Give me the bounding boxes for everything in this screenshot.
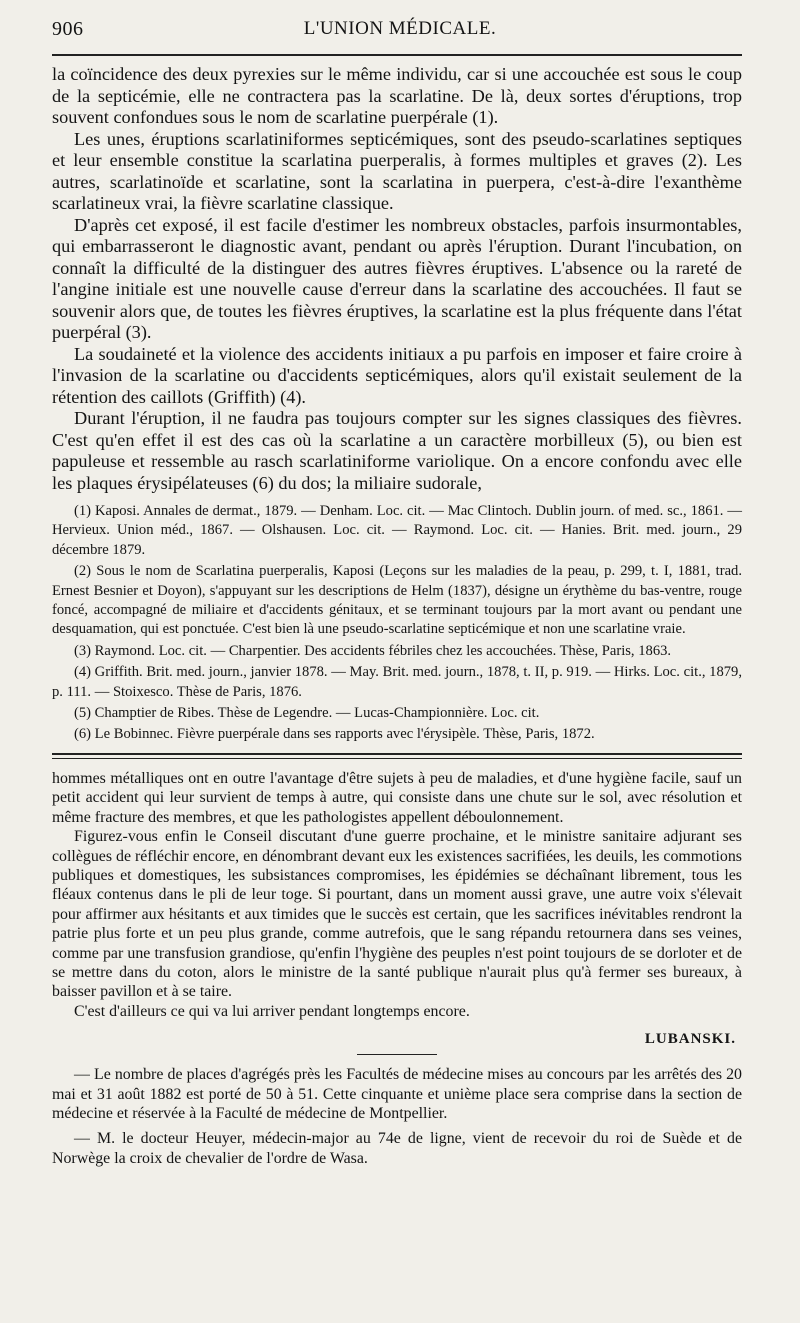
paragraph: Durant l'éruption, il ne faudra pas toujours compter sur les signes classiques des fièvres. C'est qu'en effet il est des cas où la scarlatine a un caractère morbilleux (5), ou bien est papuleuse et ressemble au rasch scarlatiniforme variolique. On a encore confondu avec elle les plaques érysipélateuses (6) du dos; la miliaire sudorale,: [52, 408, 742, 493]
footnote-4: (4) Griffith. Brit. med. journ., janvier 1878. — May. Brit. med. journ., 1878, t. II, p. 919. — Hirks. Loc. cit., 1879, p. 111. — Stoixesco. Thèse de Paris, 1876.: [52, 664, 742, 700]
paragraph: la coïncidence des deux pyrexies sur le même individu, car si une accouchée est sous le coup de la septicémie, elle ne contractera pas la scarlatine. De là, deux sortes d'éruptions, trop souvent confondues sous le nom de scarlatine puerpérale (1).: [52, 64, 742, 127]
paragraph: C'est d'ailleurs ce qui va lui arriver pendant longtemps encore.: [74, 1002, 470, 1020]
footnote-3: (3) Raymond. Loc. cit. — Charpentier. Des accidents fébriles chez les accouchées. Thèse, Paris, 1863.: [74, 642, 672, 659]
paragraph: hommes métalliques ont en outre l'avantage d'être sujets à peu de maladies, et d'une hygiène facile, sauf un petit accident qui leur survient de temps à autre, qui consiste dans une chute sur le sol, avec résolution et même fracture des membres, et que les pathologistes appellent déboulonnement.: [52, 769, 742, 826]
author-signature: LUBANSKI.: [644, 1031, 736, 1048]
short-divider: [357, 1054, 437, 1055]
news-item: — Le nombre de places d'agrégés près les Facultés de médecine mises au concours par les arrêtés des 20 mai et 31 août 1882 est porté de 50 à 51. Cette cinquante et unième place sera comprise dans la section de médecine et réservée à la Faculté de médecine de Montpellier.: [52, 1066, 742, 1122]
page-number: 906: [52, 18, 84, 40]
footnote-5: (5) Champtier de Ribes. Thèse de Legendre. — Lucas-Championnière. Loc. cit.: [74, 705, 540, 722]
footnotes: [52, 502, 742, 745]
paragraph: La soudaineté et la violence des accidents initiaux a pu parfois en imposer et faire croire à l'invasion de la scarlatine ou d'accidents septicémiques, alors qu'il existait seulement de la rétention des caillots (Griffith) (4).: [52, 343, 742, 407]
footnote-6: (6) Le Bobinnec. Fièvre puerpérale dans ses rapports avec l'érysipèle. Thèse, Paris, 1872.: [74, 726, 595, 743]
paragraph: D'après cet exposé, il est facile d'estimer les nombreux obstacles, parfois insurmontables, qui embarrasseront le diagnostic avant, pendant ou après l'éruption. Durant l'incubation, on connaît la difficulté de la distinguer des autres fièvres éruptives. L'absence ou la rareté de l'angine initiale est une nouvelle cause d'erreur dans la scarlatine des accouchées. Il faut se souvenir alors que, de toutes les fièvres éruptives, la scarlatine est la plus fréquente dans l'état puerpéral (3).: [52, 214, 742, 342]
footnote-1: (1) Kaposi. Annales de dermat., 1879. — Denham. Loc. cit. — Mac Clintoch. Dublin journ. of med. sc., 1861. — Hervieux. Union méd., 1867. — Olshausen. Loc. cit. — Raymond. Loc. cit. — Hanies. Brit. med. journ., 29 décembre 1879.: [52, 503, 742, 558]
running-header: [52, 18, 742, 48]
main-text: [52, 64, 742, 494]
news-items: [52, 1065, 742, 1168]
feuilleton: [52, 769, 742, 1021]
footnote-2: (2) Sous le nom de Scarlatina puerperalis, Kaposi (Leçons sur les maladies de la peau, p. 299, t. I, 1881, trad. Ernest Besnier et Doyon), s'appuyant sur les descriptions de Helm (1837), désigne un érythème du bas-ventre, rouge foncé, accompagné de miliaire et d'accidents génitaux, et se terminant toujours par la mort avant ou pendant une desquamation, qui est ponctuée. C'est bien là une pseudo-scarlatine septicémique et non une scarlatine vraie.: [52, 563, 742, 638]
news-item: — M. le docteur Heuyer, médecin-major au 74e de ligne, vient de recevoir du roi de Suède et de Norwège la croix de chevalier de l'ordre de Wasa.: [52, 1130, 742, 1167]
section-divider: [52, 753, 742, 759]
journal-title: L'UNION MÉDICALE.: [303, 18, 497, 39]
paragraph: Figurez-vous enfin le Conseil discutant d'une guerre prochaine, et le ministre sanitaire adjurant ses collègues de réfléchir encore, en dénombrant devant eux les existences sacrifiées, les deuils, les commotions publiques et domestiques, les subsistances compromises, les épidémies se déchaînant librement, tous les fléaux contenus dans le pli de leur toge. Si pourtant, dans un moment aussi grave, une autre voix s'élevait pour affirmer aux hésitants et aux timides que le succès est certain, que les sacrifices inévitables rendront la patrie plus forte et un peu plus grande, comme autrefois, que le sang répandu retournera dans ses veines, comme par une transfusion grandiose, qu'enfin l'hygiène des peuples n'est point toujours de se dorloter et de se mettre dans du coton, alors le ministre de la santé publique n'aurait plus qu'à fermer ses bureaux, à baisser pavillon et à se taire.: [52, 828, 742, 1001]
header-rule: [52, 54, 742, 56]
paragraph: Les unes, éruptions scarlatiniformes septicémiques, sont des pseudo-scarlatines septiques et leur ensemble constitue la scarlatina puerperalis, à formes multiples et graves (2). Les autres, scarlatinoïde et scarlatine, sont la scarlatina in puerpera, c'est-à-dire l'exanthème scarlatineux vrai, la fièvre scarlatine classique.: [52, 128, 742, 213]
